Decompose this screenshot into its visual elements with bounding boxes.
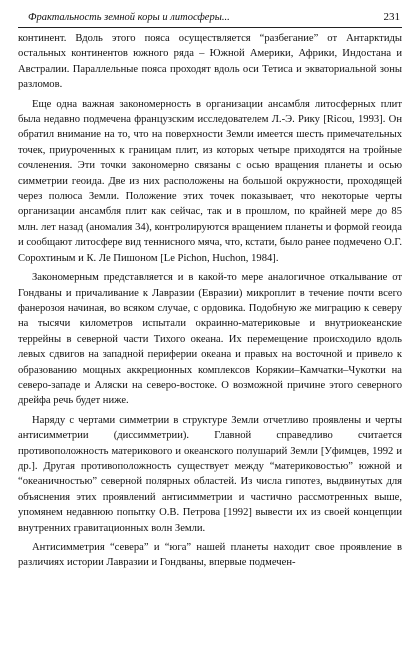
page-number: 231 — [383, 11, 400, 23]
paragraph-1: континент. Вдоль этого пояса осуществляется “разбегание” от Антарктиды остальных континентов южного ряда – Южной Америки, Африки, Индостана и Австралии. Параллельные пояса проходят вдоль оси Тетиса и экваториальной зоны разломов. — [18, 33, 402, 91]
paragraph-2: Еще одна важная закономерность в организации ансамбля литосферных плит была недавно подмечена французским исследователем Л.-Э. Рику [Ricou, 1993]. Он обратил внимание на то, что на поверхности Земли имеется шесть примечательных точек, приуроченных к границам плит, из которых четыре приходятся на тройные сочленения. Эти точки закономерно связаны с осью вращения планеты и осью симметрии геоида. Две из них расположены на большой окружности, проходящей через полюса Земли. Положение этих точек показывает, что некоторые черты организации ансамбля плит как сейчас, так и в прошлом, по крайней мере до 85 млн. лет назад (аномалия 34), контролируются вращением планеты и формой геоида и сообщают литосфере вид теннисного мяча, что, кстати, было ранее подмечено О.Г. Сорохтиным и К. Ле Пишоном [Le Pichon, Huchon, 1984]. — [18, 98, 402, 264]
running-head — [18, 10, 402, 28]
running-head-title: Фрактальность земной коры и литосферы... — [28, 12, 230, 23]
paragraph-3: Закономерным представляется и в какой-то мере аналогичное откалывание от Гондваны и причаливание к Лавразии (Евразии) микроплит в течение почти всего фанерозоя начиная, во всяком случае, с ордовика. Подобную же миграцию к северу на тысячи километров испытали окраинно-материковые и внутриокеанские террейны в северной части Тихого океана. Их перемещение происходило вдоль левых сдвигов на западной периферии океана и правых на восточной и привело к образованию мощных аккреционных комплексов Корякии–Камчатки–Чукотки на северо-западе и Аляски на северо-востоке. О возможной причине этого северного дрейфа речь будет ниже. — [18, 272, 402, 407]
body-text — [18, 31, 402, 571]
paragraph-4: Наряду с чертами симметрии в структуре Земли отчетливо проявлены и черты антисимметрии (диссимметрии). Главной справедливо считается противоположность материкового и океанского полушарий Земли [Уфимцев, 1992 и др.]. Другая противоположность существует между “материковостью” южной и “океаничностью” северной полярных областей. Из числа гипотез, выдвинутых для объяснения этих проявлений антисимметрии и частично рассмотренных выше, упомянем недавнюю попытку О.В. Петрова [1992] вывести их из своей концепции внутренних гравитационных волн Земли. — [18, 414, 402, 534]
paragraph-5: Антисимметрия “севера” и “юга” нашей планеты находит свое проявление в различиях истории Лавразии и Гондваны, впервые подмечен- — [18, 542, 402, 569]
